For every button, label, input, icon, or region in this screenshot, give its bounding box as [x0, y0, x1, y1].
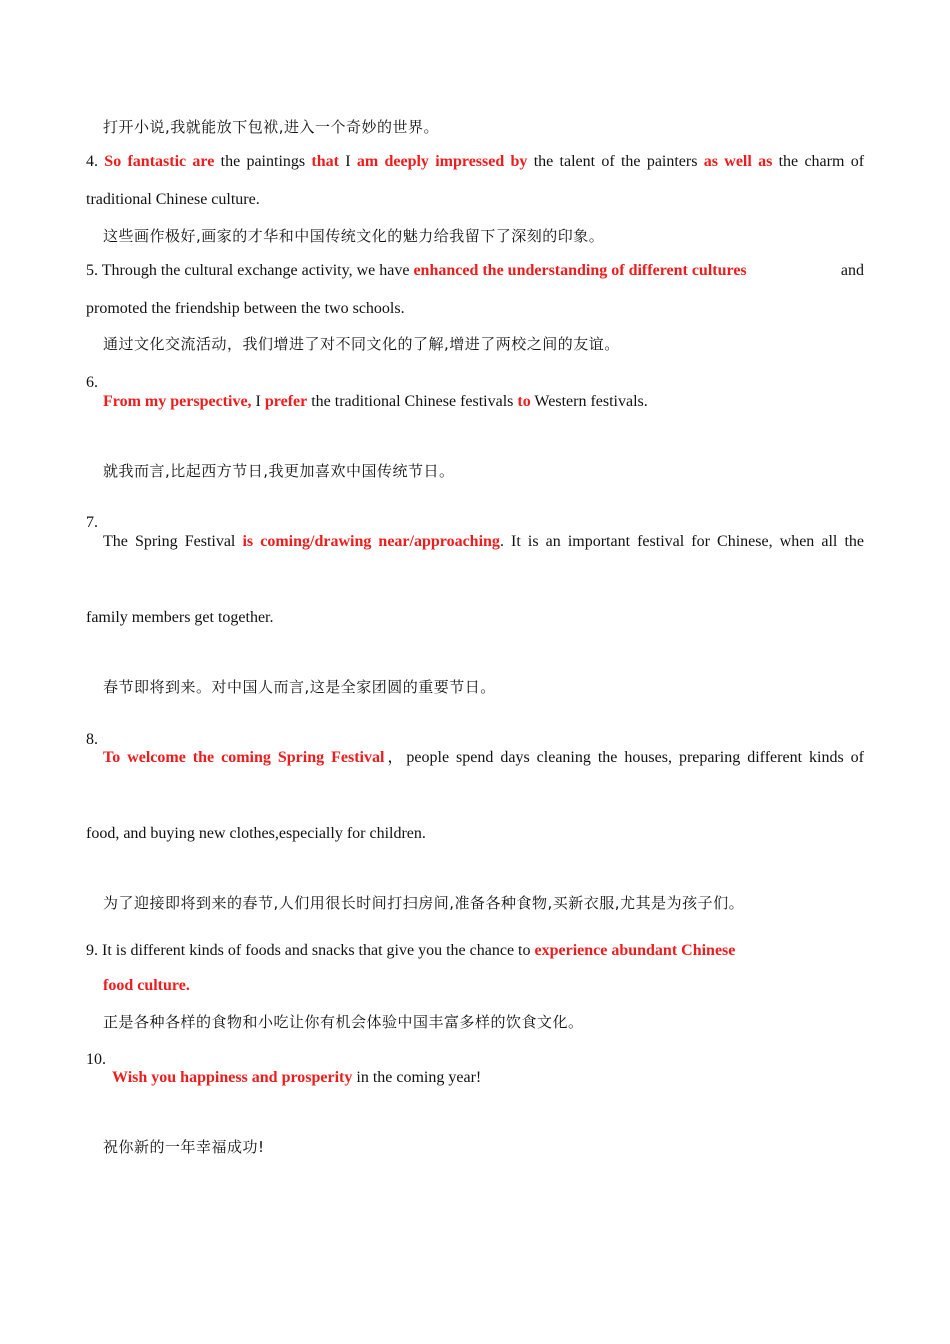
item-5-translation: 通过文化交流活动，我们增进了对不同文化的了解,增进了两校之间的友谊。	[103, 335, 620, 353]
item-4-text-3: the talent of the painters	[527, 153, 704, 170]
item-10-translation: 祝你新的一年幸福成功!	[103, 1138, 265, 1156]
item-9-translation: 正是各种各样的食物和小吃让你有机会体验中国丰富多样的饮食文化。	[103, 1013, 584, 1031]
item-8-sentence	[103, 748, 864, 768]
item-5-text-1: Through the cultural exchange activity, we have	[98, 262, 414, 279]
item-10-highlight-1: Wish you happiness and prosperity	[112, 1069, 353, 1086]
item-4-highlight-2: that	[311, 153, 339, 170]
item-5-highlight-1: enhanced the understanding of different cultures	[413, 262, 747, 279]
item-10-number: 10.	[86, 1051, 106, 1068]
item-4-translation: 这些画作极好,画家的才华和中国传统文化的魅力给我留下了深刻的印象。	[103, 227, 605, 245]
item-10-sentence	[112, 1068, 864, 1088]
item-6-text-2: the traditional Chinese festivals	[307, 393, 518, 410]
item-7-text-1: The Spring Festival	[103, 533, 243, 550]
item-6-sentence	[103, 392, 864, 412]
item-5-number: 5.	[86, 262, 98, 279]
item-5-line-2: promoted the friendship between the two schools.	[86, 300, 405, 317]
item-8-text-1: ，people spend days cleaning the houses, preparing different kinds of	[384, 749, 864, 766]
item-7-sentence	[103, 532, 864, 552]
item-4-number: 4.	[86, 153, 98, 170]
item-7-translation: 春节即将到来。对中国人而言,这是全家团圆的重要节日。	[103, 678, 496, 696]
item-6-translation: 就我而言,比起西方节日,我更加喜欢中国传统节日。	[103, 462, 455, 480]
item-7-highlight-1: is coming/drawing near/approaching	[242, 533, 500, 550]
item-6-highlight-1: From my perspective,	[103, 393, 252, 410]
item-9-highlight-1: experience abundant Chinese	[534, 942, 736, 959]
item-6-text-1: I	[251, 393, 265, 410]
item-8-line-2: food, and buying new clothes,especially for children.	[86, 825, 426, 842]
item-3-translation: 打开小说,我就能放下包袱,进入一个奇妙的世界。	[103, 118, 440, 136]
item-6-number: 6.	[86, 374, 98, 391]
item-9-sentence	[86, 941, 864, 961]
item-6-text-3: Western festivals.	[530, 393, 648, 410]
item-5-sentence	[86, 261, 864, 281]
item-5-text-2: and	[840, 262, 864, 279]
item-4-text-1: the paintings	[214, 153, 312, 170]
item-7-number: 7.	[86, 514, 98, 531]
item-4-sentence	[86, 152, 864, 172]
item-9-line-2: food culture.	[103, 977, 190, 994]
item-4-highlight-1: So fantastic are	[104, 153, 215, 170]
item-8-translation: 为了迎接即将到来的春节,人们用很长时间打扫房间,准备各种食物,买新衣服,尤其是为孩子们。	[103, 894, 745, 912]
item-4-text-4: the charm of	[772, 153, 865, 170]
item-7-line-2: family members get together.	[86, 609, 274, 626]
item-4-highlight-4: as well as	[703, 153, 773, 170]
item-8-highlight-1: To welcome the coming Spring Festival	[103, 749, 385, 766]
item-9-number: 9.	[86, 942, 98, 959]
item-4-highlight-3: am deeply impressed by	[356, 153, 528, 170]
item-7-text-2: . It is an important festival for Chinese, when all the	[499, 533, 865, 550]
item-9-text-1: It is different kinds of foods and snacks that give you the chance to	[98, 942, 535, 959]
item-6-highlight-3: to	[517, 393, 531, 410]
item-8-number: 8.	[86, 731, 98, 748]
item-4-line-2: traditional Chinese culture.	[86, 191, 260, 208]
item-4-text-2: I	[338, 153, 357, 170]
item-10-text-1: in the coming year!	[352, 1069, 482, 1086]
item-6-highlight-2: prefer	[264, 393, 308, 410]
